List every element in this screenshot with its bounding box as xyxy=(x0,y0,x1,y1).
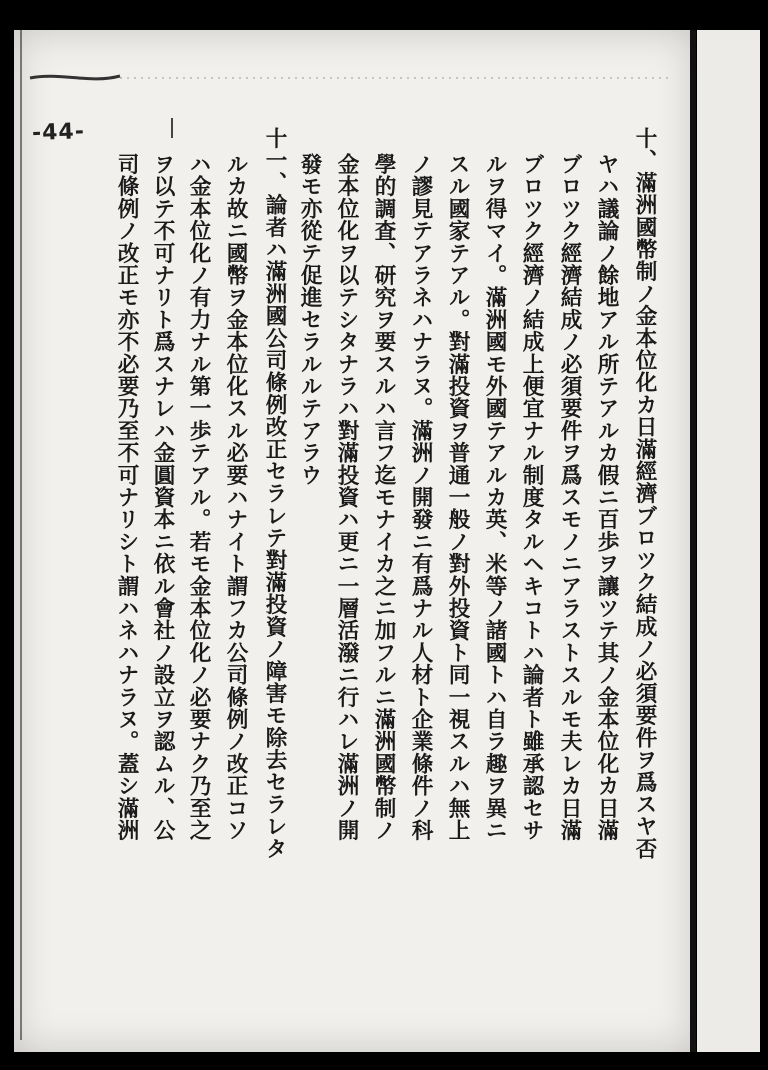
binding-fold xyxy=(690,30,696,1052)
text-column-1: 十、滿洲國幣制ノ金本位化カ日滿經濟ブロツク結成ノ必須要件ヲ爲スヤ否 xyxy=(632,127,657,860)
text-column-2: ヤハ議論ノ餘地アル所テアルカ假ニ百歩ヲ讓ツテ其ノ金本位化カ日滿 xyxy=(594,153,619,842)
text-column-4: ブロツク經濟ノ結成上便宜ナル制度タルヘキコトハ論者ト雖承認セサ xyxy=(519,153,544,842)
text-column-15: 司條例ノ改正モ亦不必要乃至不可ナリシト謂ハネハナラヌ。蓋シ滿洲 xyxy=(114,153,139,842)
text-column-9: 金本位化ヲ以テシタナラハ對滿投資ハ更ニ一層活潑ニ行ハレ滿洲ノ開 xyxy=(334,153,359,842)
text-column-12: ルカ故ニ國幣ヲ金本位化スル必要ハナイト謂フカ公司條例ノ改正コソ xyxy=(223,153,248,842)
text-column-7: ノ謬見テアラネハナラヌ。滿洲ノ開發ニ有爲ナル人材ト企業條件ノ科 xyxy=(408,153,433,842)
left-margin-rule xyxy=(20,30,22,1040)
next-page-edge xyxy=(697,30,760,1052)
text-column-6: スル國家テアル。對滿投資ヲ普通一般ノ對外投資ト同一視スルハ無上 xyxy=(445,153,470,842)
text-column-3: ブロツク經濟結成ノ必須要件ヲ爲スモノニアラストスルモ夫レカ日滿 xyxy=(557,153,582,842)
header-rule-mark xyxy=(20,70,680,88)
text-column-13: ハ金本位化ノ有力ナル第一歩テアル。若モ金本位化ノ必要ナク乃至之 xyxy=(186,153,211,842)
text-column-10: 發モ亦從テ促進セラルルテアラウ xyxy=(297,153,322,486)
text-column-8: 學的調査、研究ヲ要スルハ言フ迄モナイカ之ニ加フルニ滿洲國幣制ノ xyxy=(371,153,396,842)
text-column-11: 十一、論者ハ滿洲國公司條例改正セラレテ對滿投資ノ障害モ除去セラレタ xyxy=(262,127,287,860)
text-column-14: ヲ以テ不可ナリト爲スナレハ金圓資本ニ依ル會社ノ設立ヲ認ムル、公 xyxy=(150,153,175,842)
margin-tick xyxy=(171,118,173,138)
text-column-5: ルヲ得マイ。滿洲國モ外國テアルカ英、米等ノ諸國トハ自ラ趣ヲ異ニ xyxy=(482,153,507,842)
page-number: -44- xyxy=(31,119,86,146)
